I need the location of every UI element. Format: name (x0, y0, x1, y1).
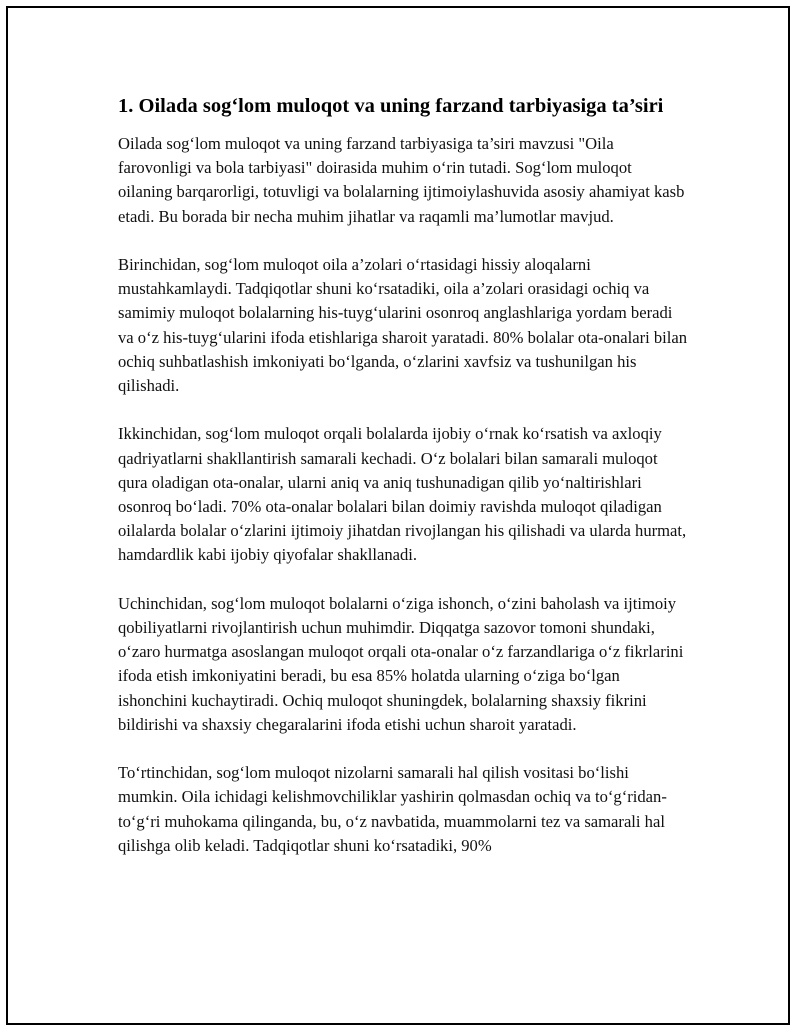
document-body (118, 92, 688, 882)
section-title: 1. Oilada sog‘lom muloqot va uning farzand tarbiyasiga ta’siri (118, 95, 664, 117)
paragraph-first: Birinchidan, sog‘lom muloqot oila a’zolari o‘rtasidagi hissiy aloqalarni mustahkamlaydi. Tadqiqotlar shuni ko‘rsatadiki, oila a’zolari orasidagi ochiq va samimiy muloqot bolalarning his-tuyg‘ularini osonroq anglashlariga yordam beradi va o‘z his-tuyg‘ularini ifoda etishlariga sharoit yaratadi. 80% bolalar ota-onalari bilan ochiq suhbatlashish imkoniyati bo‘lganda, o‘zlarini xavfsiz va tushunilgan his qilishadi. (118, 255, 688, 396)
paragraph-fourth: To‘rtinchidan, sog‘lom muloqot nizolarni samarali hal qilish vositasi bo‘lishi mumkin. Oila ichidagi kelishmovchiliklar yashirin qolmasdan ochiq va to‘g‘ridan-to‘g‘ri muhokama qilinganda, bu, o‘z navbatida, muammolarni tez va samarali hal qilishga olib keladi. Tadqiqotlar shuni ko‘rsatadiki, 90% (118, 763, 667, 855)
paragraph-intro: Oilada sog‘lom muloqot va uning farzand tarbiyasiga ta’siri mavzusi "Oila farovonligi va bola tarbiyasi" doirasida muhim o‘rin tutadi. Sog‘lom muloqot oilaning barqarorligi, totuvligi va bolalarning ijtimoiylashuvida asosiy ahamiyat kasb etadi. Bu borada bir necha muhim jihatlar va raqamli ma’lumotlar mavjud. (118, 134, 685, 226)
paragraph-second: Ikkinchidan, sog‘lom muloqot orqali bolalarda ijobiy o‘rnak ko‘rsatish va axloqiy qadriyatlarni shakllantirish samarali kechadi. O‘z bolalari bilan samarali muloqot qura oladigan ota-onalar, ularni aniq va aniq tushunadigan qilib yo‘naltirishlari osonroq bo‘ladi. 70% ota-onalar bolalari bilan doimiy ravishda muloqot qiladigan oilalarda bolalar o‘zlarini ijtimoiy jihatdan rivojlangan his qilishadi va ularda hurmat, hamdardlik kabi ijobiy qiyofalar shakllanadi. (118, 424, 687, 565)
paragraph-third: Uchinchidan, sog‘lom muloqot bolalarni o‘ziga ishonch, o‘zini baholash va ijtimoiy qobiliyatlarni rivojlantirish uchun muhimdir. Diqqatga sazovor tomoni shundaki, o‘zaro hurmatga asoslangan muloqot orqali ota-onalar o‘z farzandlariga o‘z fikrlarini ifoda etish imkoniyatini beradi, bu esa 85% holatda ularning o‘ziga bo‘lgan ishonchini kuchaytiradi. Ochiq muloqot shuningdek, bolalarning shaxsiy fikrini bildirishi va shaxsiy chegaralarini ifoda etishi uchun sharoit yaratadi. (118, 593, 684, 734)
